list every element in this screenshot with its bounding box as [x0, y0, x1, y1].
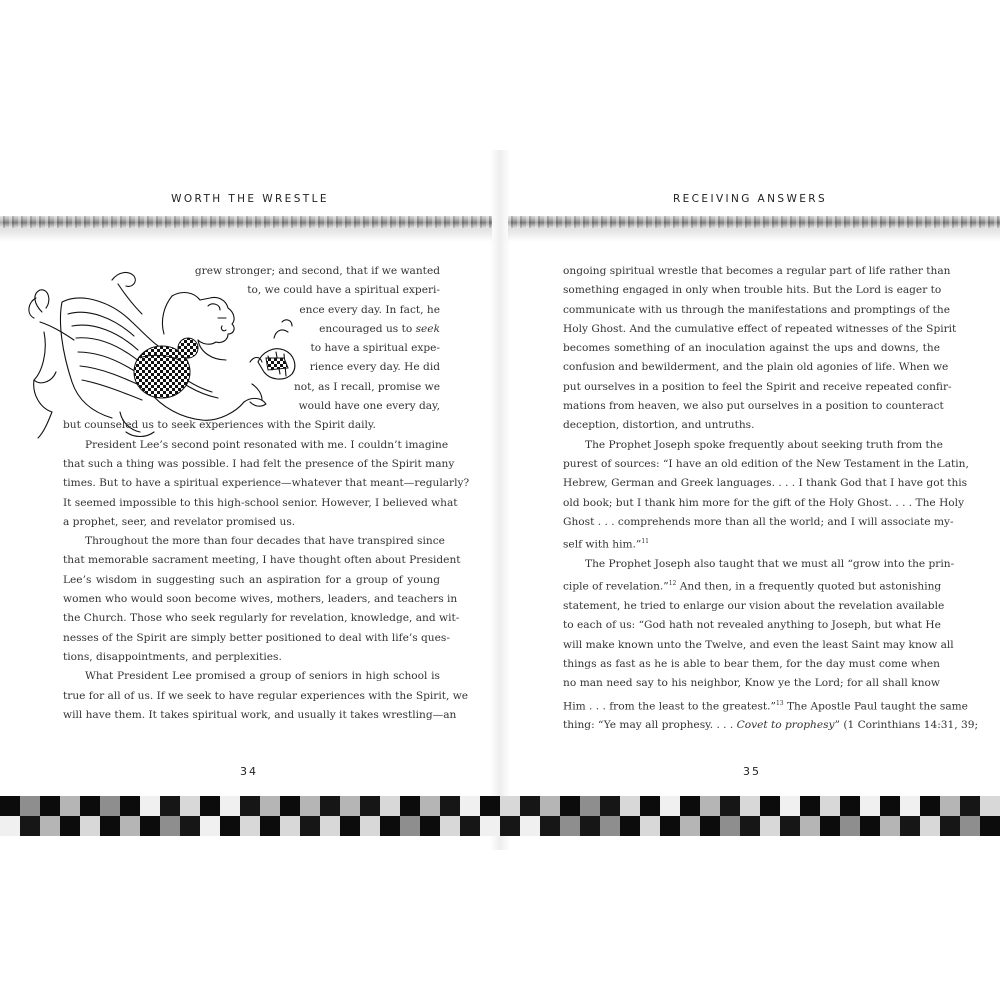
text-line: ongoing spiritual wrestle that becomes a regular part of life rather than — [563, 265, 951, 277]
checker-cell — [600, 796, 620, 816]
checker-cell — [820, 816, 840, 836]
right-page-body — [563, 262, 979, 736]
footnote-marker[interactable]: 12 — [668, 580, 677, 588]
checker-cell — [740, 796, 760, 816]
text-line: Hebrew, German and Greek languages. . . . I thank God that I have got this — [563, 477, 968, 490]
checker-cell — [860, 816, 880, 836]
text-line: a prophet, seer, and revelator promised us. — [63, 515, 296, 528]
checker-cell — [100, 816, 120, 836]
text-line: women who would soon become wives, mothers, leaders, and teachers in — [63, 593, 458, 606]
checker-cell — [900, 796, 920, 816]
text-line: What President Lee promised a group of seniors in high school is — [85, 670, 440, 683]
checkerboard-border-decoration — [0, 796, 1000, 836]
checker-cell — [440, 816, 460, 836]
text-line: becomes something of an inoculation against the ups and downs, the — [563, 342, 940, 355]
checker-cell — [80, 816, 100, 836]
text-line: Throughout the more than four decades that have transpired since — [85, 535, 445, 548]
checker-cell — [560, 816, 580, 836]
checker-cell — [720, 816, 740, 836]
text-line: Holy Ghost. And the cumulative effect of repeated witnesses of the Spirit — [563, 322, 957, 335]
text-line: things as fast as he is able to bear them, for the day must come when — [563, 658, 940, 670]
checker-cell — [680, 816, 700, 836]
checker-cell — [300, 816, 320, 836]
checker-cell — [880, 796, 900, 816]
checker-cell — [640, 796, 660, 816]
checker-cell — [960, 796, 980, 816]
text-line: President Lee’s second point resonated with me. I couldn’t imagine — [85, 438, 449, 451]
checker-cell — [960, 816, 980, 836]
checker-cell — [800, 816, 820, 836]
text-line: thing: “Ye may all prophesy. . . . Covet to prophesy” (1 Corinthians 14:31, 39; — [563, 719, 979, 732]
checker-cell — [180, 816, 200, 836]
checker-cell — [760, 796, 780, 816]
text-line: confusion and bewilderment, and the plain old agonies of life. When we — [563, 361, 949, 374]
text-line: will have them. It takes spiritual work, and usually it takes wrestling—an — [63, 708, 457, 721]
left-page-body — [63, 262, 470, 725]
checker-cell — [980, 796, 1000, 816]
checker-cell — [160, 816, 180, 836]
checker-cell — [260, 796, 280, 816]
footnote-marker[interactable]: 13 — [775, 699, 784, 707]
text-line: purest of sources: “I have an old edition of the New Testament in the Latin, — [563, 457, 969, 470]
page-number-left: 34 — [240, 765, 258, 778]
checker-cell — [60, 816, 80, 836]
checker-cell — [220, 796, 240, 816]
text-line: It seemed impossible to this high-school senior. However, I believed what — [63, 496, 458, 509]
checker-cell — [460, 816, 480, 836]
text-line: self with him.”$^{11}$ — [563, 538, 649, 551]
checker-cell — [240, 796, 260, 816]
text-line: ence every day. In fact, he — [299, 303, 440, 316]
checker-cell — [120, 816, 140, 836]
text-line: that such a thing was possible. I had felt the presence of the Spirit many — [63, 457, 455, 470]
decorative-rule-left — [0, 216, 492, 228]
decorative-rule-right — [508, 216, 1000, 228]
text-line: grew stronger; and second, that if we wanted — [194, 265, 440, 277]
text-line: not, as I recall, promise we — [293, 380, 440, 393]
checker-cell — [120, 796, 140, 816]
checker-cell — [840, 796, 860, 816]
text-line: something engaged in only when trouble hits. But the Lord is eager to — [563, 284, 942, 297]
text-line: to each of us: “God hath not revealed anything to Joseph, but what He — [563, 619, 941, 632]
text-line: Ghost . . . comprehends more than all the world; and I will associate my- — [563, 515, 954, 528]
text-line: communicate with us through the manifestations and promptings of the — [563, 303, 950, 316]
checker-cell — [660, 816, 680, 836]
text-line: that memorable sacrament meeting, I have thought often about President — [63, 554, 461, 567]
rule-shadow-left — [0, 228, 492, 242]
checker-cell — [340, 796, 360, 816]
checker-cell — [360, 796, 380, 816]
text-line: will make known unto the Twelve, and even the least Saint may know all — [563, 638, 954, 651]
text-line: but counseled us to seek experiences with the Spirit daily. — [63, 419, 376, 432]
checker-cell — [780, 816, 800, 836]
checker-cell — [20, 816, 40, 836]
checker-cell — [40, 816, 60, 836]
text-line: the Church. Those who seek regularly for revelation, knowledge, and wit- — [63, 612, 460, 625]
checker-cell — [720, 796, 740, 816]
checker-cell — [0, 796, 20, 816]
checker-cell — [60, 796, 80, 816]
checker-cell — [820, 796, 840, 816]
checker-cell — [420, 816, 440, 836]
checker-cell — [780, 796, 800, 816]
checker-cell — [940, 796, 960, 816]
text-line: The Prophet Joseph also taught that we must all “grow into the prin- — [585, 557, 955, 570]
checker-cell — [320, 816, 340, 836]
checker-cell — [140, 796, 160, 816]
checker-cell — [80, 796, 100, 816]
checker-cell — [600, 816, 620, 836]
running-head-right: RECEIVING ANSWERS — [672, 193, 828, 205]
checker-cell — [940, 816, 960, 836]
checker-cell — [300, 796, 320, 816]
checker-cell — [580, 816, 600, 836]
text-line: true for all of us. If we seek to have regular experiences with the Spirit, we — [63, 689, 469, 702]
checker-cell — [520, 816, 540, 836]
checker-cell — [980, 816, 1000, 836]
text-line: old book; but I thank him more for the gift of the Holy Ghost. . . . The Holy — [563, 496, 965, 509]
text-line: nesses of the Spirit are simply better positioned to deal with life’s ques- — [63, 631, 450, 644]
text-line: to, we could have a spiritual experi- — [247, 284, 440, 297]
checker-cell — [280, 816, 300, 836]
checker-cell — [680, 796, 700, 816]
checker-cell — [640, 816, 660, 836]
text-line: to have a spiritual expe- — [310, 342, 440, 355]
text-line: encouraged us to seek — [319, 322, 440, 335]
text-line: times. But to have a spiritual experience—whatever that meant—regularly? — [63, 477, 470, 490]
checker-cell — [380, 816, 400, 836]
checker-cell — [920, 816, 940, 836]
text-line: The Prophet Joseph spoke frequently about seeking truth from the — [585, 438, 943, 451]
checker-cell — [840, 816, 860, 836]
checker-cell — [400, 816, 420, 836]
checker-cell — [460, 796, 480, 816]
checker-cell — [620, 816, 640, 836]
checker-cell — [380, 796, 400, 816]
checker-cell — [520, 796, 540, 816]
checker-cell — [760, 816, 780, 836]
checker-cell — [540, 796, 560, 816]
checker-cell — [260, 816, 280, 836]
checker-cell — [440, 796, 460, 816]
checker-cell — [20, 796, 40, 816]
checker-cell — [860, 796, 880, 816]
page-number-right: 35 — [743, 765, 761, 778]
checker-cell — [580, 796, 600, 816]
checker-cell — [240, 816, 260, 836]
checker-cell — [160, 796, 180, 816]
text-line: mations from heaven, we also put ourselves in a position to counteract — [563, 400, 944, 413]
checker-cell — [480, 796, 500, 816]
checker-cell — [40, 796, 60, 816]
text-line: rience every day. He did — [309, 361, 440, 374]
checker-cell — [180, 796, 200, 816]
checker-cell — [800, 796, 820, 816]
checker-cell — [700, 796, 720, 816]
book-gutter-shadow — [490, 150, 510, 850]
checker-cell — [480, 816, 500, 836]
checker-cell — [220, 816, 240, 836]
checker-cell — [280, 796, 300, 816]
text-line: deception, distortion, and untruths. — [563, 419, 755, 432]
text-line: ciple of revelation.”$^{12}$ And then, in a frequently quoted but astonishing — [563, 580, 942, 593]
text-line: tions, disappointments, and perplexities. — [63, 650, 282, 663]
text-line: statement, he tried to enlarge our vision about the revelation available — [563, 600, 945, 613]
checker-cell — [100, 796, 120, 816]
text-line: would have one every day, — [298, 400, 440, 413]
text-line: put ourselves in a position to feel the Spirit and receive repeated confir- — [563, 380, 952, 393]
checker-cell — [560, 796, 580, 816]
checker-cell — [900, 816, 920, 836]
checker-cell — [200, 816, 220, 836]
checker-cell — [340, 816, 360, 836]
checker-cell — [140, 816, 160, 836]
checker-cell — [920, 796, 940, 816]
text-line: Him . . . from the least to the greatest.”$^{13}$ The Apostle Paul taught the same — [563, 699, 968, 713]
checker-cell — [0, 816, 20, 836]
checker-cell — [400, 796, 420, 816]
checker-cell — [420, 796, 440, 816]
checker-cell — [500, 796, 520, 816]
text-line: no man need say to his neighbor, Know ye the Lord; for all shall know — [563, 677, 940, 690]
checker-cell — [540, 816, 560, 836]
checker-cell — [200, 796, 220, 816]
checker-cell — [880, 816, 900, 836]
text-line: Lee’s wisdom in suggesting such an aspiration for a group of young — [63, 573, 440, 586]
running-head-left: WORTH THE WRESTLE — [171, 193, 329, 205]
checker-cell — [360, 816, 380, 836]
checker-cell — [620, 796, 640, 816]
checker-cell — [700, 816, 720, 836]
rule-shadow-right — [508, 228, 1000, 242]
footnote-marker[interactable]: 11 — [641, 538, 649, 546]
checker-cell — [500, 816, 520, 836]
checker-cell — [320, 796, 340, 816]
checker-cell — [660, 796, 680, 816]
checker-cell — [740, 816, 760, 836]
